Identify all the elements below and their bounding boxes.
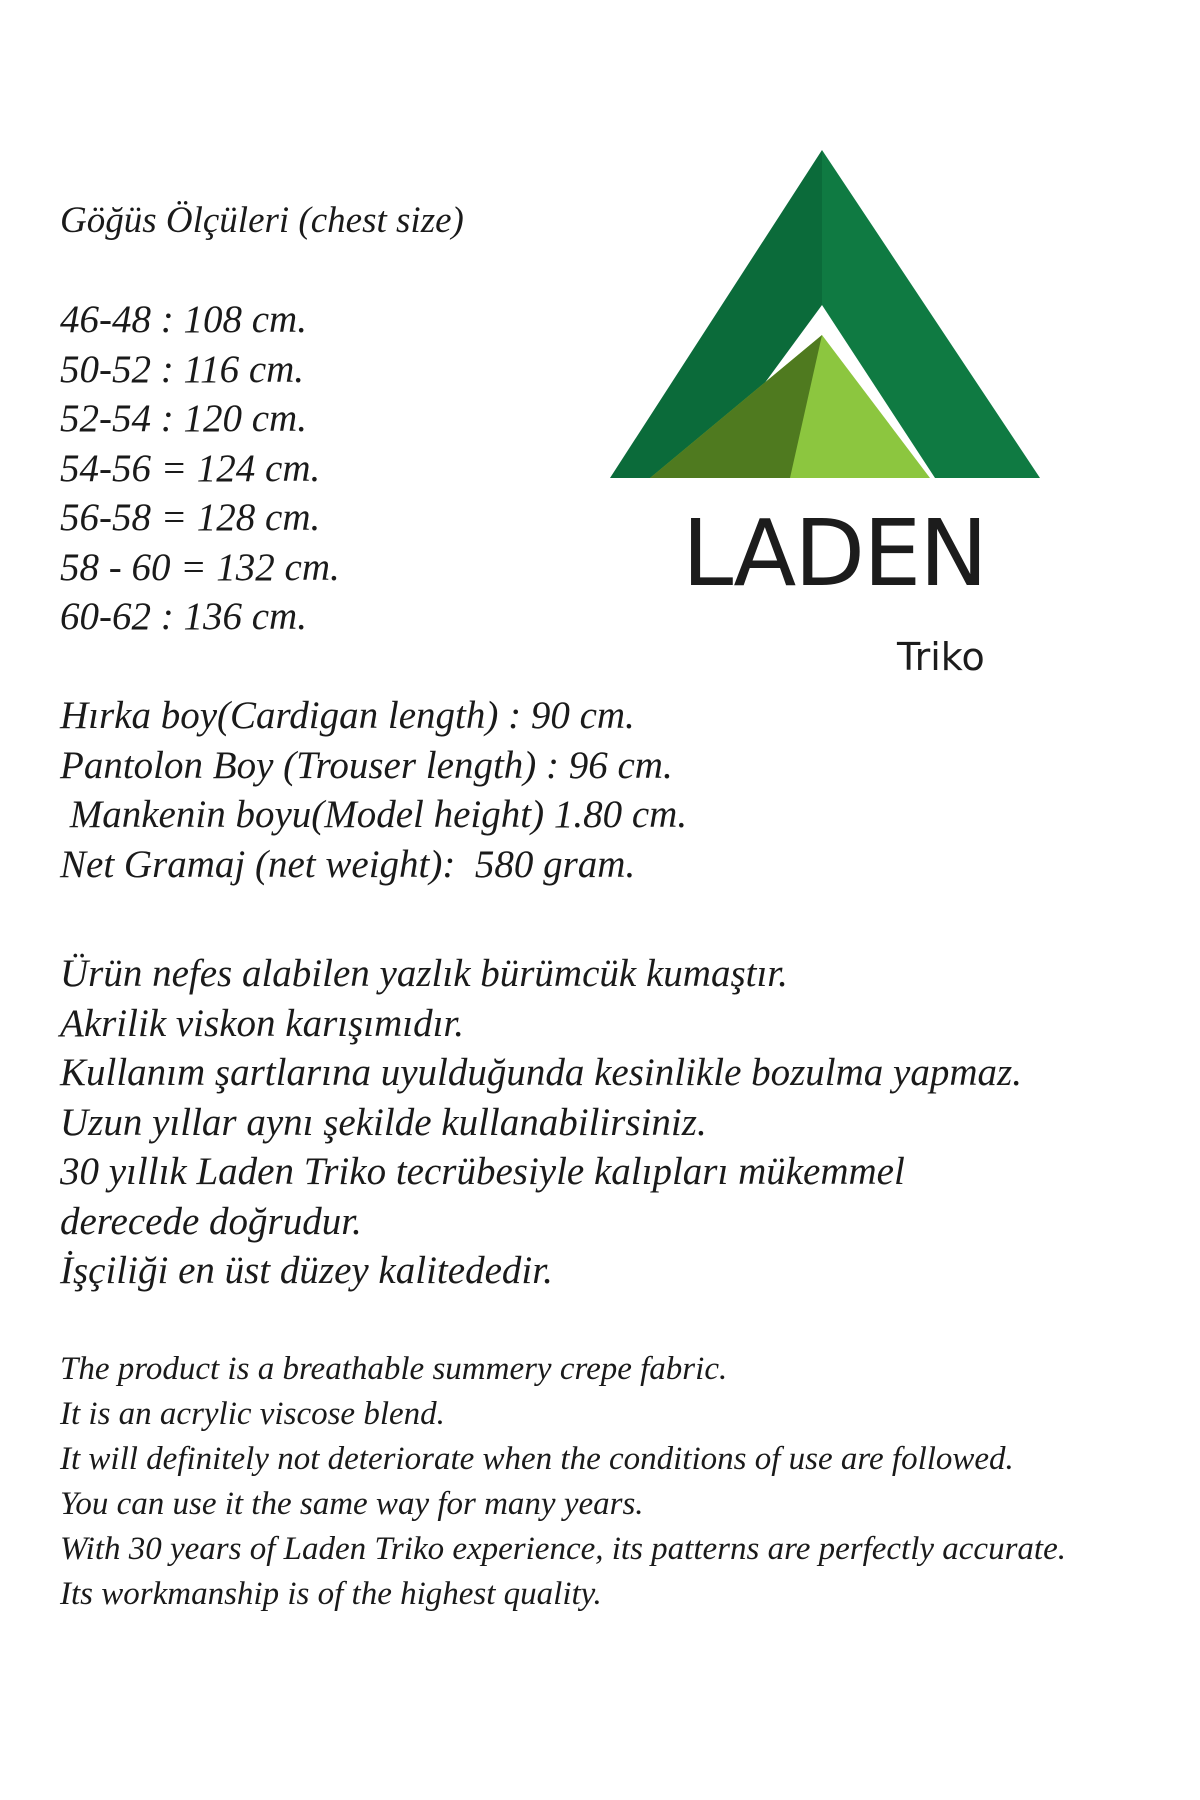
chest-size-row: 46-48 : 108 cm. bbox=[60, 298, 307, 341]
description-en-block bbox=[60, 1347, 1066, 1617]
description-en-line: It is an acrylic viscose blend. bbox=[60, 1396, 445, 1432]
description-tr-line: İşçiliği en üst düzey kalitededir. bbox=[60, 1249, 553, 1292]
chest-size-row: 54-56 = 124 cm. bbox=[60, 446, 321, 490]
description-tr-line: Ürün nefes alabilen yazlık bürümcük kumaştır. bbox=[60, 952, 788, 995]
model-height: Mankenin boyu(Model height) 1.80 cm. bbox=[60, 793, 688, 836]
description-tr-line: Akrilik viskon karışımıdır. bbox=[60, 1001, 465, 1045]
chest-size-row: 60-62 : 136 cm. bbox=[60, 595, 307, 638]
description-en-line: With 30 years of Laden Triko experience, its patterns are perfectly accurate. bbox=[60, 1531, 1066, 1567]
description-tr-line: Uzun yıllar aynı şekilde kullanabilirsiniz. bbox=[60, 1100, 707, 1144]
brand-name: LADEN bbox=[682, 500, 987, 607]
description-en-line: Its workmanship is of the highest quality. bbox=[60, 1576, 602, 1612]
chest-size-row: 52-54 : 120 cm. bbox=[60, 397, 307, 440]
chest-size-row: 50-52 : 116 cm. bbox=[60, 347, 305, 391]
trouser-length: Pantolon Boy (Trouser length) : 96 cm. bbox=[60, 743, 673, 787]
chest-size-row: 58 - 60 = 132 cm. bbox=[60, 545, 340, 589]
chest-size-row: 56-58 = 128 cm. bbox=[60, 496, 321, 539]
brand-subtitle: Triko bbox=[897, 635, 985, 679]
description-en-line: The product is a breathable summery crepe fabric. bbox=[60, 1351, 728, 1387]
description-tr-line: derecede doğrudur. bbox=[60, 1199, 362, 1243]
description-en-line: You can use it the same way for many years. bbox=[60, 1486, 644, 1522]
spec-text-column bbox=[60, 196, 1022, 1296]
chest-heading: Göğüs Ölçüleri (chest size) bbox=[60, 200, 464, 241]
description-tr-line: Kullanım şartlarına uyulduğunda kesinlikle bozulma yapmaz. bbox=[60, 1051, 1022, 1094]
description-en-line: It will definitely not deteriorate when the conditions of use are followed. bbox=[60, 1441, 1014, 1477]
description-tr-line: 30 yıllık Laden Triko tecrübesiyle kalıpları mükemmel bbox=[60, 1150, 905, 1193]
cardigan-length: Hırka boy(Cardigan length) : 90 cm. bbox=[60, 694, 635, 737]
net-weight: Net Gramaj (net weight): 580 gram. bbox=[60, 842, 636, 886]
